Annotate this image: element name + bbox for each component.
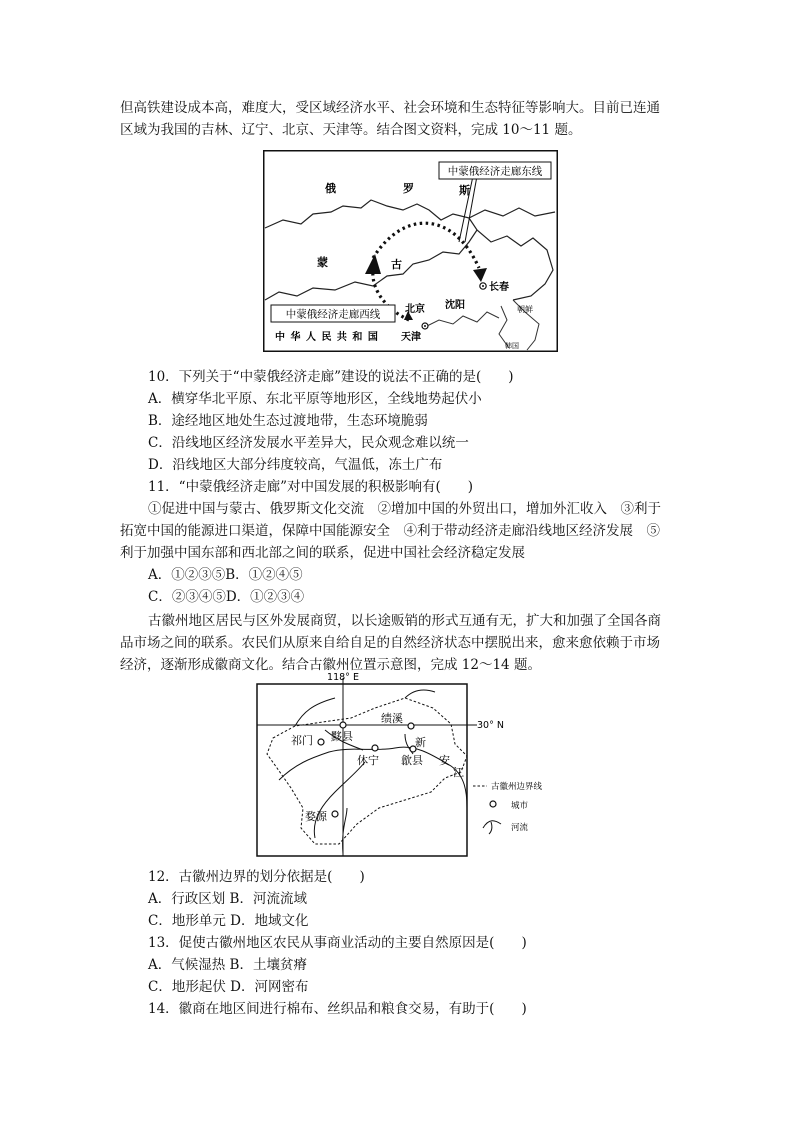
russia-char-1: 俄 bbox=[325, 182, 336, 195]
legend-city-label: 城市 bbox=[511, 801, 529, 811]
q11-line-3: 利于加强中国东部和西北部之间的联系，促进中国社会经济稳定发展 bbox=[120, 545, 525, 561]
russia-char-3: 斯 bbox=[459, 184, 470, 197]
wuyuan-label: 婺源 bbox=[305, 810, 327, 823]
xin-label: 新 bbox=[415, 736, 426, 749]
west-corridor-label: 中蒙俄经济走廊西线 bbox=[285, 308, 381, 321]
tianjin-label: 天津 bbox=[401, 332, 421, 343]
corridor-map bbox=[263, 150, 558, 352]
qimen-label: 祁门 bbox=[291, 734, 313, 747]
para2-line-3: 经济，逐渐形成徽商文化。结合古徽州位置示意图，完成 12～14 题。 bbox=[120, 657, 541, 673]
q12-options-cd: C．地形单元 D．地域文化 bbox=[148, 913, 309, 929]
longitude-label: 118° E bbox=[327, 672, 359, 683]
legend-river-label: 河流 bbox=[511, 823, 529, 833]
q10-stem: 10．下列关于“中蒙俄经济走廊”建设的说法不正确的是( ) bbox=[148, 369, 514, 385]
para2-line-1: 古徽州地区居民与区外发展商贸，以长途贩销的形式互通有无，扩大和加强了全国各商 bbox=[148, 613, 661, 629]
q12-stem: 12．古徽州边界的划分依据是( ) bbox=[148, 869, 365, 885]
mongolia-char-1: 蒙 bbox=[317, 256, 328, 269]
jixi-label: 绩溪 bbox=[381, 712, 403, 725]
q10-option-a: A．横穿华北平原、东北平原等地形区，全线地势起伏小 bbox=[148, 391, 482, 407]
legend-river-icon bbox=[483, 821, 501, 834]
xiuning-label: 休宁 bbox=[357, 754, 379, 767]
changchun-label: 长春 bbox=[489, 282, 509, 293]
q13-options-ab: A．气候湿热 B．土壤贫瘠 bbox=[148, 957, 307, 973]
yixian-label: 黟县 bbox=[331, 730, 353, 743]
russia-char-2: 罗 bbox=[403, 182, 414, 195]
q12-options-ab: A．行政区划 B．河流流域 bbox=[148, 891, 307, 907]
korea2-label: 韩国 bbox=[505, 342, 519, 350]
q10-option-c: C．沿线地区经济发展水平差异大，民众观念难以统一 bbox=[148, 435, 469, 451]
shenyang-label: 沈阳 bbox=[445, 300, 465, 311]
q14-stem: 14．徽商在地区间进行棉布、丝织品和粮食交易，有助于( ) bbox=[148, 1001, 527, 1017]
wuyuan-city-icon bbox=[332, 811, 338, 817]
korea-label: 朝鲜 bbox=[517, 305, 533, 314]
legend-city-icon bbox=[490, 801, 496, 807]
q11-line-2: 拓宽中国的能源进口渠道，保障中国能源安全 ④利于带动经济走廊沿线地区经济发展 ⑤ bbox=[120, 523, 660, 539]
huizhou-map bbox=[255, 668, 545, 858]
jiang-label: 江 bbox=[453, 766, 464, 779]
para2-line-2: 品市场之间的联系。农民们从原来自给自足的自然经济状态中摆脱出来，愈来愈依赖于市场 bbox=[120, 635, 660, 651]
q13-stem: 13．促使古徽州地区农民从事商业活动的主要自然原因是( ) bbox=[148, 935, 527, 951]
legend-border-label: 古徽州边界线 bbox=[491, 782, 543, 792]
q11-options-ab: A．①②③⑤B．①②④⑤ bbox=[148, 567, 303, 583]
q10-option-d: D．沿线地区大部分纬度较高，气温低，冻土广布 bbox=[148, 457, 443, 473]
intro-line-2: 区域为我国的吉林、辽宁、北京、天津等。结合图文资料，完成 10～11 题。 bbox=[120, 122, 582, 138]
shexian-label: 歙县 bbox=[401, 754, 423, 767]
beijing-label: 北京 bbox=[405, 304, 425, 315]
q10-option-b: B．途经地区地处生态过渡地带，生态环境脆弱 bbox=[148, 413, 428, 429]
intro-line-1: 但高铁建设成本高，难度大，受区域经济水平、社会环境和生态特征等影响大。目前已连通 bbox=[120, 100, 660, 116]
mongolia-char-2: 古 bbox=[391, 258, 402, 271]
q11-options-cd: C．②③④⑤D．①②③④ bbox=[148, 589, 305, 605]
q11-line-1: ①促进中国与蒙古、俄罗斯文化交流 ②增加中国的外贸出口，增加外汇收入 ③利于 bbox=[148, 501, 661, 517]
yixian-city-icon bbox=[340, 722, 346, 728]
q11-stem: 11．“中蒙俄经济走廊”对中国发展的积极影响有( ) bbox=[148, 479, 474, 495]
xiuning-city-icon bbox=[372, 745, 378, 751]
qimen-city-icon bbox=[318, 739, 324, 745]
jixi-city-icon bbox=[408, 723, 414, 729]
an-label: 安 bbox=[439, 754, 450, 767]
latitude-label: 30° N bbox=[477, 720, 504, 731]
china-label: 中 华 人 民 共 和 国 bbox=[275, 332, 379, 343]
q13-options-cd: C．地形起伏 D．河网密布 bbox=[148, 979, 309, 995]
east-corridor-label: 中蒙俄经济走廊东线 bbox=[447, 165, 543, 178]
